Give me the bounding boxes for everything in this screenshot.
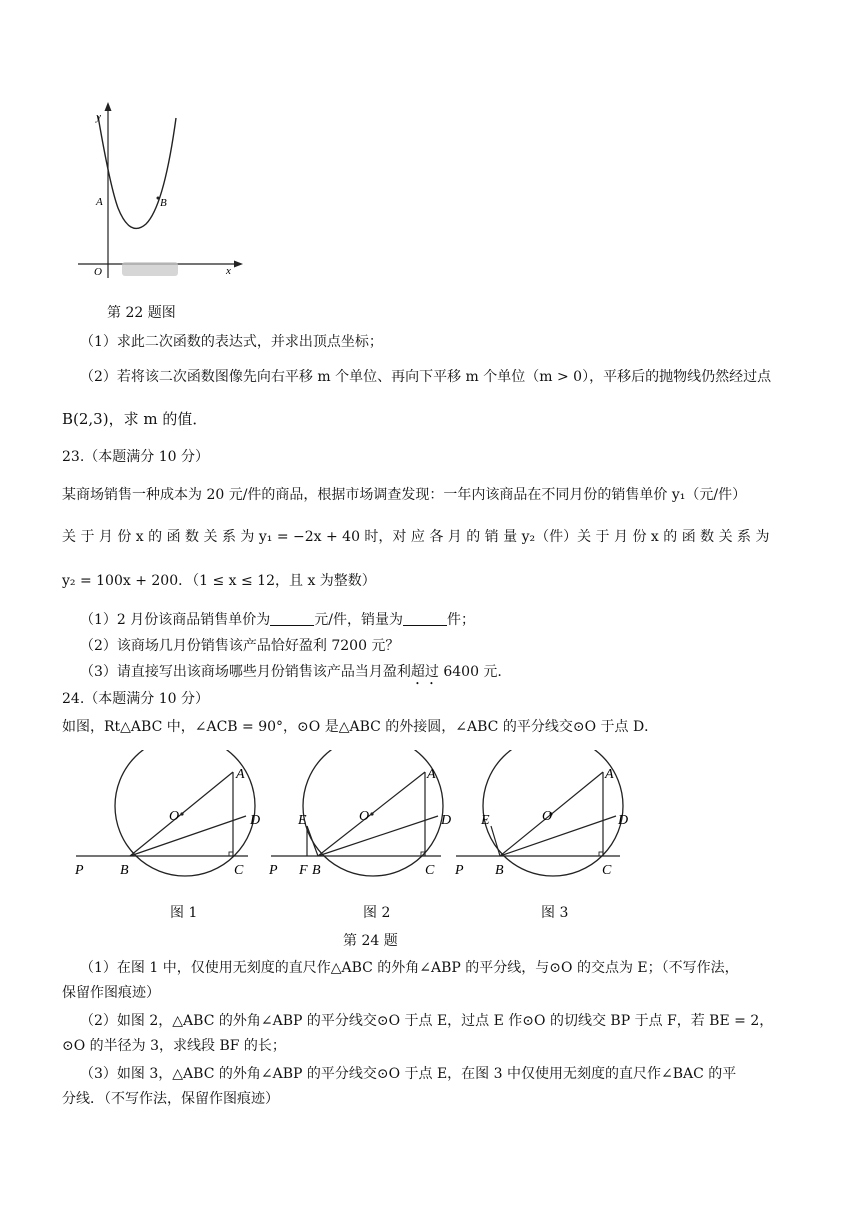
q22-figure-caption: 第 22 题图 bbox=[107, 305, 176, 321]
q24-figure-3 bbox=[450, 750, 650, 880]
segment-bd bbox=[130, 816, 246, 856]
q24-part2-line2: ⊙O 的半径为 3，求线段 BF 的长； bbox=[62, 1038, 286, 1054]
label-d: D bbox=[441, 813, 452, 828]
y-axis-label: y bbox=[96, 111, 101, 123]
center-dot bbox=[370, 812, 373, 815]
segment-bd bbox=[318, 816, 438, 856]
label-p: P bbox=[269, 863, 278, 878]
blurred-label bbox=[122, 262, 178, 276]
q24-part1-line2: 保留作图痕迹） bbox=[62, 985, 160, 1001]
q24-intro: 如图，Rt△ABC 中，∠ACB = 90°，⊙O 是△ABC 的外接圆，∠ABC 的平分线交⊙O 于点 D． bbox=[62, 719, 659, 735]
q23-part1 bbox=[80, 609, 475, 629]
q22-part2-line1: （2）若将该二次函数图像先向右平移 m 个单位、再向下平移 m 个单位（m > 0），平移后的抛物线仍然经过点 bbox=[80, 369, 772, 385]
label-a: A bbox=[427, 767, 436, 782]
figure-2-caption: 图 2 bbox=[363, 905, 391, 921]
label-o: O bbox=[169, 809, 180, 824]
q22-parabola-figure bbox=[72, 98, 248, 283]
label-d: D bbox=[618, 813, 629, 828]
q23-line3: y₂ = 100x + 200．（1 ≤ x ≤ 12，且 x 为整数） bbox=[62, 573, 376, 589]
q23-part1-text-b: 元/件，销量为 bbox=[314, 612, 403, 628]
q24-part1-line1: （1）在图 1 中，仅使用无刻度的直尺作△ABC 的外角∠ABP 的平分线，与⊙O 的交点为 E；（不写作法， bbox=[80, 960, 739, 976]
label-b: B bbox=[312, 863, 321, 878]
x-axis-label: x bbox=[226, 265, 231, 277]
circumcircle bbox=[115, 750, 255, 876]
point-a-label: A bbox=[96, 196, 103, 208]
label-o: O bbox=[542, 809, 553, 824]
x-axis-arrow bbox=[234, 261, 243, 268]
q23-part1-text-a: （1）2 月份该商品销售单价为 bbox=[80, 612, 271, 628]
label-o: O bbox=[359, 809, 370, 824]
figure-group-caption: 第 24 题 bbox=[343, 933, 398, 949]
q23-part3 bbox=[80, 661, 502, 688]
label-c: C bbox=[234, 863, 244, 878]
q22-part1: （1）求此二次函数的表达式，并求出顶点坐标； bbox=[80, 334, 383, 350]
label-a: A bbox=[605, 767, 614, 782]
q24-part2-line1: （2）如图 2，△ABC 的外角∠ABP 的平分线交⊙O 于点 E，过点 E 作⊙O 的切线交 BP 于点 F，若 BE = 2， bbox=[80, 1013, 774, 1029]
label-p: P bbox=[455, 863, 464, 878]
q23-part3-text-a: （3）请直接写出该商场哪些月份销售该产品当月盈利 bbox=[80, 664, 411, 680]
center-dot bbox=[180, 812, 183, 815]
point-b-label: B bbox=[160, 197, 167, 209]
label-f: F bbox=[299, 863, 308, 878]
q24-header: 24.（本题满分 10 分） bbox=[62, 691, 209, 707]
q23-line2: 关 于 月 份 x 的 函 数 关 系 为 y₁ = −2x + 40 时，对 应 各 月 的 销 量 y₂（件）关 于 月 份 x 的 函 数 关 系 为 bbox=[62, 529, 770, 545]
segment-eb bbox=[307, 826, 318, 856]
q23-header: 23.（本题满分 10 分） bbox=[62, 449, 209, 465]
q24-figure-1 bbox=[70, 750, 270, 880]
figure-1-caption: 图 1 bbox=[170, 905, 198, 921]
q22-part2-line2: B(2,3)，求 m 的值． bbox=[62, 410, 208, 428]
answer-blank-price[interactable] bbox=[270, 611, 314, 626]
label-b: B bbox=[120, 863, 129, 878]
segment-bd bbox=[500, 816, 616, 856]
label-b: B bbox=[495, 863, 504, 878]
label-e: E bbox=[298, 813, 307, 828]
answer-blank-volume[interactable] bbox=[403, 611, 447, 626]
q23-line1: 某商场销售一种成本为 20 元/件的商品，根据市场调查发现：一年内该商品在不同月份的销售单价 y₁（元/件） bbox=[62, 487, 747, 503]
y-axis-arrow bbox=[105, 102, 112, 111]
q24-part3-line2: 分线．（不写作法，保留作图痕迹） bbox=[62, 1091, 279, 1107]
point-b-dot bbox=[157, 197, 160, 200]
label-e: E bbox=[481, 813, 490, 828]
q23-part3-text-b: 6400 元. bbox=[438, 664, 502, 680]
parabola-curve bbox=[98, 116, 176, 228]
figure-3-caption: 图 3 bbox=[541, 905, 569, 921]
q23-part1-text-c: 件； bbox=[446, 612, 475, 628]
label-d: D bbox=[250, 813, 261, 828]
origin-label: O bbox=[94, 266, 102, 278]
label-a: A bbox=[236, 767, 245, 782]
q23-part3-emphasis: 超过 bbox=[410, 664, 439, 680]
q24-figure-2 bbox=[265, 750, 465, 880]
label-c: C bbox=[425, 863, 435, 878]
label-p: P bbox=[75, 863, 84, 878]
q24-part3-line1: （3）如图 3，△ABC 的外角∠ABP 的平分线交⊙O 于点 E，在图 3 中仅使用无刻度的直尺作∠BAC 的平 bbox=[80, 1066, 737, 1082]
q23-part2: （2）该商场几月份销售该产品恰好盈利 7200 元？ bbox=[80, 638, 400, 654]
label-c: C bbox=[602, 863, 612, 878]
